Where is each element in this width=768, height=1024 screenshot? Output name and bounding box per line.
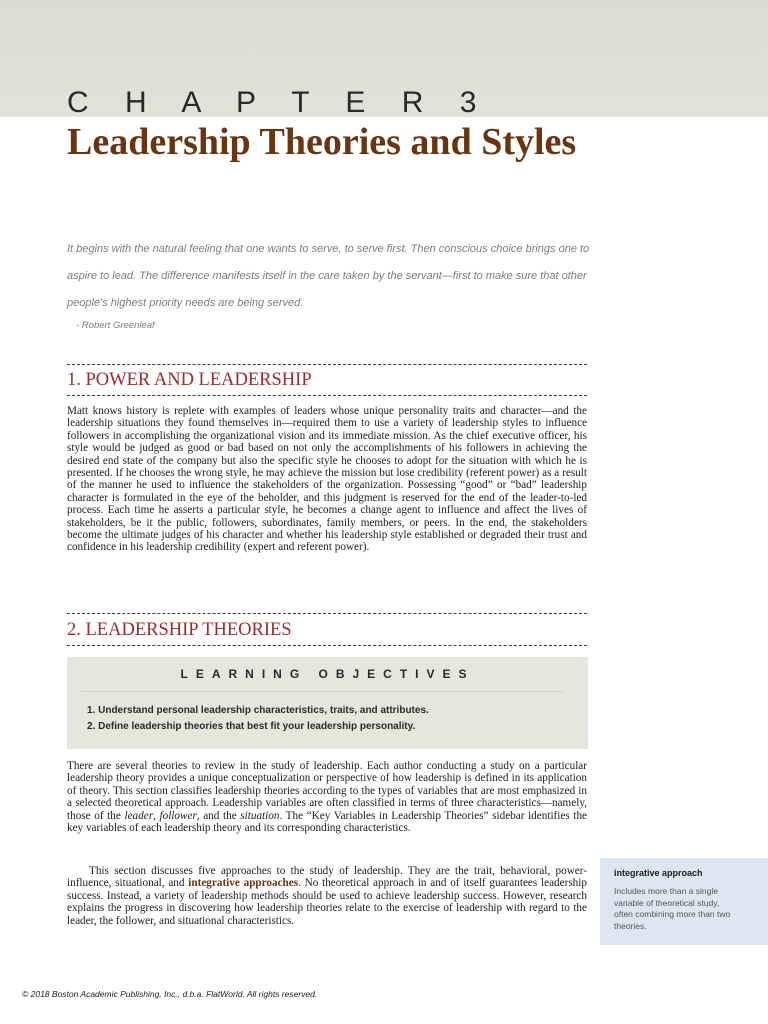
glossary-sidebar	[600, 858, 768, 945]
text-run: There are several theories to review in the study of leadership. Each author conducting a study on a particular leadership theory provides a unique conceptualization or perspective of how leadership is defined in its application of theory. This section classifies leadership theories according to the types of variables that are most emphasized in a selected theoretical approach. Leadership variables are often classified in terms of three characteristics—namely, those of the	[67, 760, 587, 822]
key-term-integrative-approaches[interactable]: integrative approaches	[188, 877, 299, 890]
emphasis-leader: leader	[124, 809, 154, 822]
section-heading-power-and-leadership: 1. POWER AND LEADERSHIP	[67, 370, 312, 390]
learning-objectives-list	[87, 703, 429, 735]
section1-body: Matt knows history is replete with examples of leaders whose unique personality traits and character—and the leadership situations they found themselves in—required them to use a variety of leadership styles to influence followers in accomplishing the organizational vision and its immediate mission. As the chief executive officer, his style would be judged as good or bad based on not only the accomplishments of his followers in achieving the desired end state of the company but also the specific style he chooses to adopt for the situation with which he is presented. If he chooses the wrong style, he may achieve the mission but lose credibility (referent power) as a result of the manner he used to influence the stakeholders of the organization. Possessing “good” or “bad” leadership character is formulated in the eye of the beholder, and this judgment is reserved for the end of the leader-to-led process. Each time he asserts a particular style, he becomes a change agent to influence and affect the lives of stakeholders, be it the public, followers, subordinates, family members, or peers. In the end, the stakeholders become the ultimate judges of his character and whether his leadership style established or degraded their trust and confidence in his leadership credibility (expert and referent power).	[67, 405, 587, 554]
section2-paragraph-2	[67, 865, 587, 927]
learning-objectives-box	[67, 657, 588, 749]
learning-objectives-heading: LEARNING OBJECTIVES	[180, 667, 475, 681]
section-divider-top	[67, 613, 587, 614]
section-divider-top	[67, 364, 587, 365]
learning-objectives-rule	[81, 691, 563, 692]
text-run: This section discusses five approaches to the study of leadership. They are the trait, behavioral, power-influence, situational, and	[67, 865, 587, 890]
epigraph-quote: It begins with the natural feeling that one wants to serve, to serve first. Then conscious choice brings one to aspire to lead. The difference manifests itself in the care taken by the servant—first to make sure that other people's highest priority needs are being served.	[67, 243, 590, 309]
section-divider-bottom	[67, 645, 587, 646]
list-item: 1. Understand personal leadership characteristics, traits, and attributes.	[87, 705, 429, 716]
emphasis-situation: situation	[240, 809, 280, 822]
emphasis-follower: follower	[159, 809, 197, 822]
copyright-footer: © 2018 Boston Academic Publishing, Inc., d.b.a. FlatWorld. All rights reserved.	[22, 989, 318, 999]
text-run: . The “Key Variables in Leadership Theories” sidebar identifies the key variables of each leadership theory and its corresponding characteristics.	[67, 809, 587, 835]
section2-paragraph-1	[67, 760, 587, 834]
text-run: ,	[153, 809, 160, 822]
epigraph-attribution: - Robert Greenleaf	[76, 320, 155, 331]
text-run: , and the	[196, 809, 241, 822]
section-heading-leadership-theories: 2. LEADERSHIP THEORIES	[67, 620, 292, 640]
glossary-term: integrative approach	[614, 868, 703, 878]
glossary-definition: Includes more than a single variable of theoretical study, often combining more than two theories.	[614, 886, 731, 931]
text-run: . No theoretical approach in and of itself guarantees leadership success. Instead, a variety of leadership methods should be used to achieve leadership success. However, research explains the progress in discovering how leadership theories relate to the exercise of leadership with regard to the leader, the follower, and situational characteristics.	[67, 877, 587, 927]
list-item: 2. Define leadership theories that best fit your leadership personality.	[87, 721, 416, 732]
section-divider-bottom	[67, 395, 587, 396]
chapter-title: Leadership Theories and Styles	[67, 121, 577, 163]
chapter-label: C H A P T E R 3	[67, 86, 491, 119]
